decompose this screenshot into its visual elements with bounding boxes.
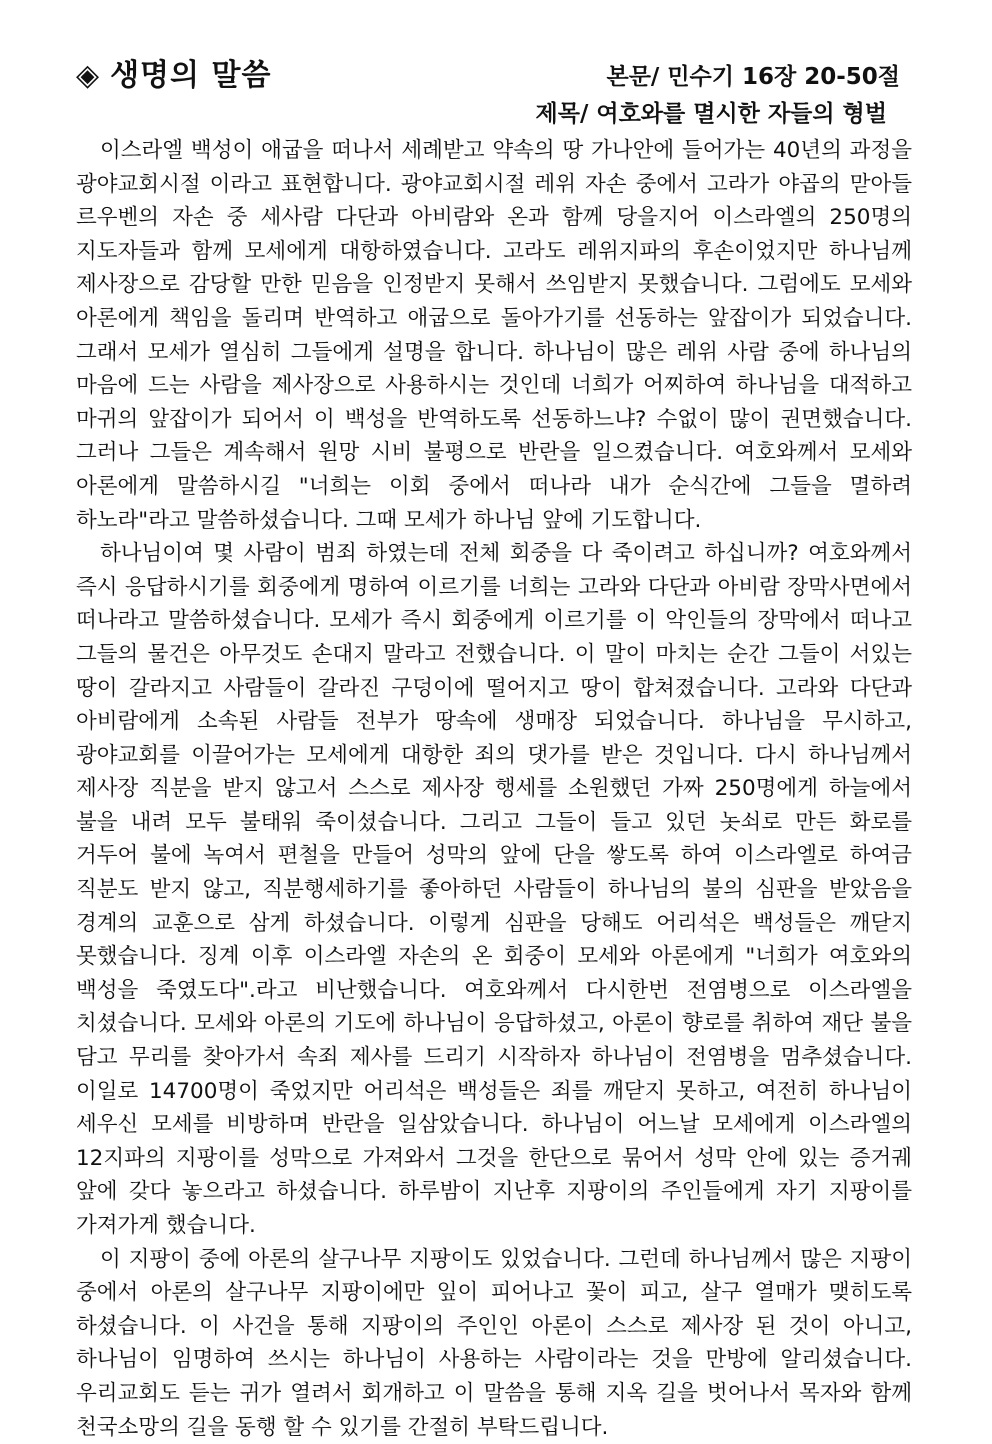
paragraph: 이스라엘 백성이 애굽을 떠나서 세례받고 약속의 땅 가나안에 들어가는 40년의 과정을 광야교회시절 이라고 표현합니다. 광야교회시절 레위 자손 중에서 고라가 야곱의 맏아들 르우벤의 자손 중 세사람 다단과 아비람와 온과 함께 당을지어 이스라엘의 250명의 지도자들과 함께 모세에게 대항하였습니다. 고라도 레위지파의 후손이었지만 하나님께 제사장으로 감당할 만한 믿음을 인정받지 못해서 쓰임받지 못했습니다. 그럼에도 모세와 아론에게 책임을 돌리며 반역하고 애굽으로 돌아가기를 선동하는 앞잡이가 되었습니다. 그래서 모세가 열심히 그들에게 설명을 합니다. 하나님이 많은 레위 사람 중에 하나님의 마음에 드는 사람을 제사장으로 사용하시는 것인데 너희가 어찌하여 하나님을 대적하고 마귀의 앞잡이가 되어서 이 백성을 반역하도록 선동하느냐? 수없이 많이 권면했습니다. 그러나 그들은 계속해서 원망 시비 불평으로 반란을 일으켰습니다. 여호와께서 모세와 아론에게 말씀하시길 "너희는 이회 중에서 떠나라 내가 순식간에 그들을 멸하려 하노라"라고 말씀하셨습니다. 그때 모세가 하나님 앞에 기도합니다. [76, 138, 912, 533]
diamond-icon: ◈ [76, 58, 101, 93]
sermon-body [76, 134, 912, 1444]
scripture-reference: 본문/ 민수기 16장 20-50절 [606, 64, 900, 90]
sermon-title: 제목/ 여호와를 멸시한 자들의 형벌 [535, 101, 887, 127]
paragraph: 하나님이여 몇 사람이 범죄 하였는데 전체 회중을 다 죽이려고 하십니까? 여호와께서 즉시 응답하시기를 회중에게 명하여 이르기를 너희는 고라와 다단과 아비람 장막사면에서 떠나라고 말씀하셨습니다. 모세가 즉시 회중에게 이르기를 이 악인들의 장막에서 떠나고 그들의 물건은 아무것도 손대지 말라고 전했습니다. 이 말이 마치는 순간 그들이 서있는 땅이 갈라지고 사람들이 갈라진 구덩이에 떨어지고 땅이 합쳐졌습니다. 고라와 다단과 아비람에게 소속된 사람들 전부가 땅속에 생매장 되었습니다. 하나님을 무시하고, 광야교회를 이끌어가는 모세에게 대항한 죄의 댓가를 받은 것입니다. 다시 하나님께서 제사장 직분을 받지 않고서 스스로 제사장 행세를 소원했던 가짜 250명에게 하늘에서 불을 내려 모두 불태워 죽이셨습니다. 그리고 그들이 들고 있던 놋쇠로 만든 화로를 거두어 불에 녹여서 편철을 만들어 성막의 앞에 단을 쌓도록 하여 이스라엘로 하여금 직분도 받지 않고, 직분행세하기를 좋아하던 사람들이 하나님의 불의 심판을 받았음을 경계의 교훈으로 삼게 하셨습니다. 이렇게 심판을 당해도 어리석은 백성들은 깨닫지 못했습니다. 징계 이후 이스라엘 자손의 온 회중이 모세와 아론에게 "너희가 여호와의 백성을 죽였도다".라고 비난했습니다. 여호와께서 다시한번 전염병으로 이스라엘을 치셨습니다. 모세와 아론의 기도에 하나님이 응답하셨고, 아론이 향로를 취하여 재단 불을 담고 무리를 찾아가서 속죄 제사를 드리기 시작하자 하나님이 전염병을 멈추셨습니다. 이일로 14700명이 죽었지만 어리석은 백성들은 죄를 깨닫지 못하고, 여전히 하나님이 세우신 모세를 비방하며 반란을 일삼았습니다. 하나님이 어느날 모세에게 이스라엘의 12지파의 지팡이를 성막으로 가져와서 그것을 한단으로 묶어서 성막 안에 있는 증거궤 앞에 갖다 놓으라고 하셨습니다. 하루밤이 지난후 지팡이의 주인들에게 자기 지팡이를 가져가게 했습니다. [76, 541, 912, 1238]
paragraph: 이 지팡이 중에 아론의 살구나무 지팡이도 있었습니다. 그런데 하나님께서 많은 지팡이 중에서 아론의 살구나무 지팡이에만 잎이 피어나고 꽃이 피고, 살구 열매가 맺히도록 하셨습니다. 이 사건을 통해 지팡이의 주인인 아론이 스스로 제사장 된 것이 아니고, 하나님이 임명하여 쓰시는 하나님이 사용하는 사람이라는 것을 만방에 알리셨습니다. 우리교회도 듣는 귀가 열려서 회개하고 이 말씀을 통해 지옥 길을 벗어나서 목자와 함께 천국소망의 길을 동행 할 수 있기를 간절히 부탁드립니다. [76, 1246, 912, 1440]
section-title [76, 50, 271, 94]
section-title-text: 생명의 말씀 [110, 58, 272, 93]
